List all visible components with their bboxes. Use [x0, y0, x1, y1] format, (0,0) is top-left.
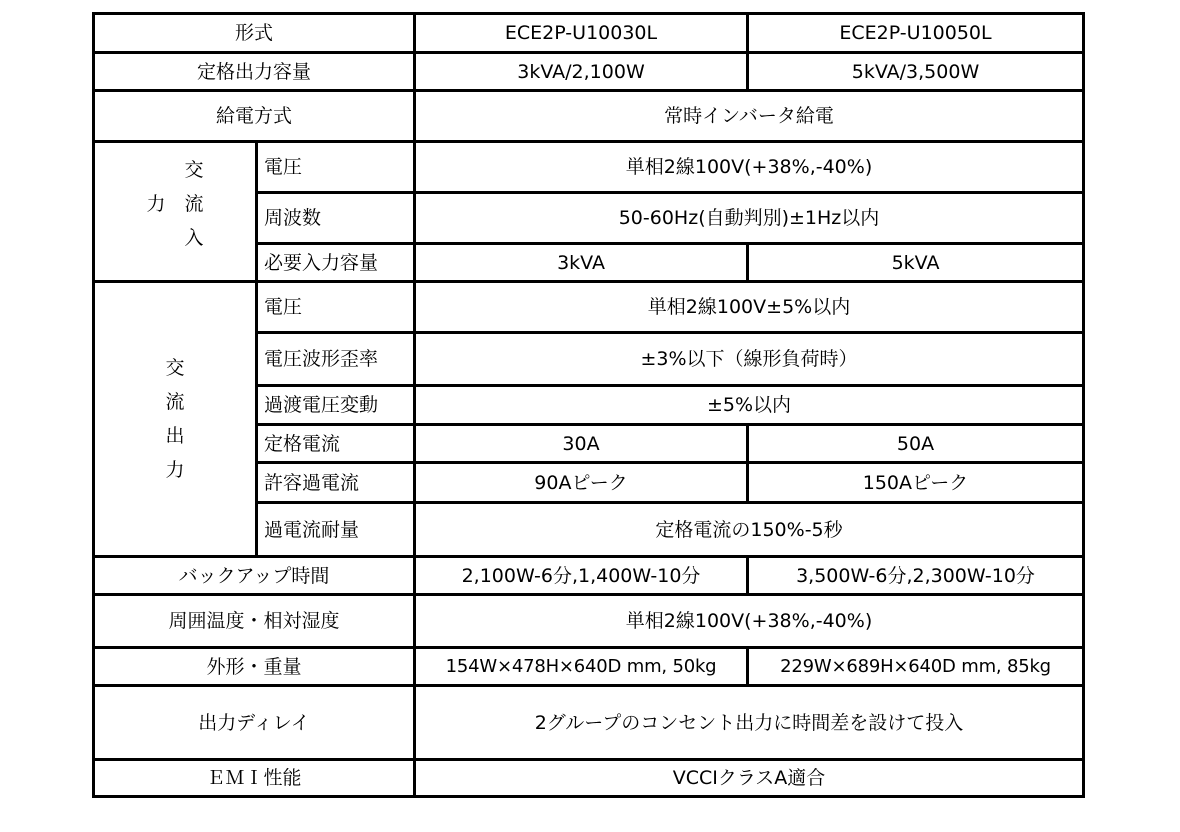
ac-output-voltage-label: 電圧 [257, 282, 415, 333]
backup-time-b: 3,500W-6分,2,300W-10分 [748, 557, 1084, 595]
ac-output-tolerance-value: 定格電流の150%-5秒 [415, 503, 1084, 557]
ac-output-overcurrent-label: 許容過電流 [257, 463, 415, 503]
ac-output-rated-current-label: 定格電流 [257, 425, 415, 463]
emi-label: ＥＭＩ性能 [94, 760, 415, 797]
header-label: 形式 [94, 14, 415, 53]
ac-output-rated-current-a: 30A [415, 425, 748, 463]
ac-output-overcurrent-b: 150Aピーク [748, 463, 1084, 503]
rated-capacity-row [94, 53, 1084, 91]
ac-input-required-label: 必要入力容量 [257, 244, 415, 282]
ac-output-group-label [94, 282, 257, 557]
ac-output-transient-label: 過渡電圧変動 [257, 386, 415, 425]
output-delay-row [94, 686, 1084, 760]
dimensions-b: 229W×689H×640D mm, 85kg [748, 648, 1084, 686]
output-delay-value: 2グループのコンセント出力に時間差を設けて投入 [415, 686, 1084, 760]
ac-output-char-1: 交 [165, 357, 185, 379]
dimensions-a: 154W×478H×640D mm, 50kg [415, 648, 748, 686]
ac-output-char-3: 出 [165, 425, 185, 447]
backup-time-a: 2,100W-6分,1,400W-10分 [415, 557, 748, 595]
ambient-label: 周囲温度・相対湿度 [94, 595, 415, 648]
ambient-row [94, 595, 1084, 648]
power-method-label: 給電方式 [94, 91, 415, 142]
ac-output-group-chars [165, 351, 184, 487]
power-method-row [94, 91, 1084, 142]
ac-input-frequency-label: 周波数 [257, 193, 415, 244]
ac-input-required-a: 3kVA [415, 244, 748, 282]
header-row [94, 14, 1084, 53]
spec-table [92, 12, 1085, 798]
ac-output-voltage-row [94, 282, 1084, 333]
ac-input-group-chars [135, 159, 215, 259]
ac-output-transient-value: ±5%以内 [415, 386, 1084, 425]
ac-input-char-2: 流 [184, 193, 204, 215]
backup-time-row [94, 557, 1084, 595]
ac-output-distortion-value: ±3%以下（線形負荷時） [415, 333, 1084, 386]
output-delay-label: 出力ディレイ [94, 686, 415, 760]
ac-input-group-label [94, 142, 257, 282]
model-b-name: ECE2P-U10050L [748, 14, 1084, 53]
model-a-name: ECE2P-U10030L [415, 14, 748, 53]
ac-input-required-b: 5kVA [748, 244, 1084, 282]
ac-input-char-4: 力 [146, 193, 166, 215]
ac-input-voltage-value: 単相2線100V(+38%,-40%) [415, 142, 1084, 193]
dimensions-label: 外形・重量 [94, 648, 415, 686]
emi-value: VCCIクラスA適合 [415, 760, 1084, 797]
ac-output-char-4: 力 [165, 459, 185, 481]
dimensions-row [94, 648, 1084, 686]
ac-input-voltage-label: 電圧 [257, 142, 415, 193]
ac-input-voltage-row [94, 142, 1084, 193]
ac-output-tolerance-label: 過電流耐量 [257, 503, 415, 557]
ac-input-char-3: 入 [184, 227, 204, 249]
rated-capacity-label: 定格出力容量 [94, 53, 415, 91]
rated-capacity-b: 5kVA/3,500W [748, 53, 1084, 91]
power-method-value: 常時インバータ給電 [415, 91, 1084, 142]
ac-output-overcurrent-a: 90Aピーク [415, 463, 748, 503]
ac-output-distortion-label: 電圧波形歪率 [257, 333, 415, 386]
rated-capacity-a: 3kVA/2,100W [415, 53, 748, 91]
ac-output-voltage-value: 単相2線100V±5%以内 [415, 282, 1084, 333]
ac-input-frequency-value: 50-60Hz(自動判別)±1Hz以内 [415, 193, 1084, 244]
ac-input-char-1: 交 [184, 159, 204, 181]
ambient-value: 単相2線100V(+38%,-40%) [415, 595, 1084, 648]
backup-time-label: バックアップ時間 [94, 557, 415, 595]
emi-row [94, 760, 1084, 797]
ac-output-char-2: 流 [165, 391, 185, 413]
ac-output-rated-current-b: 50A [748, 425, 1084, 463]
